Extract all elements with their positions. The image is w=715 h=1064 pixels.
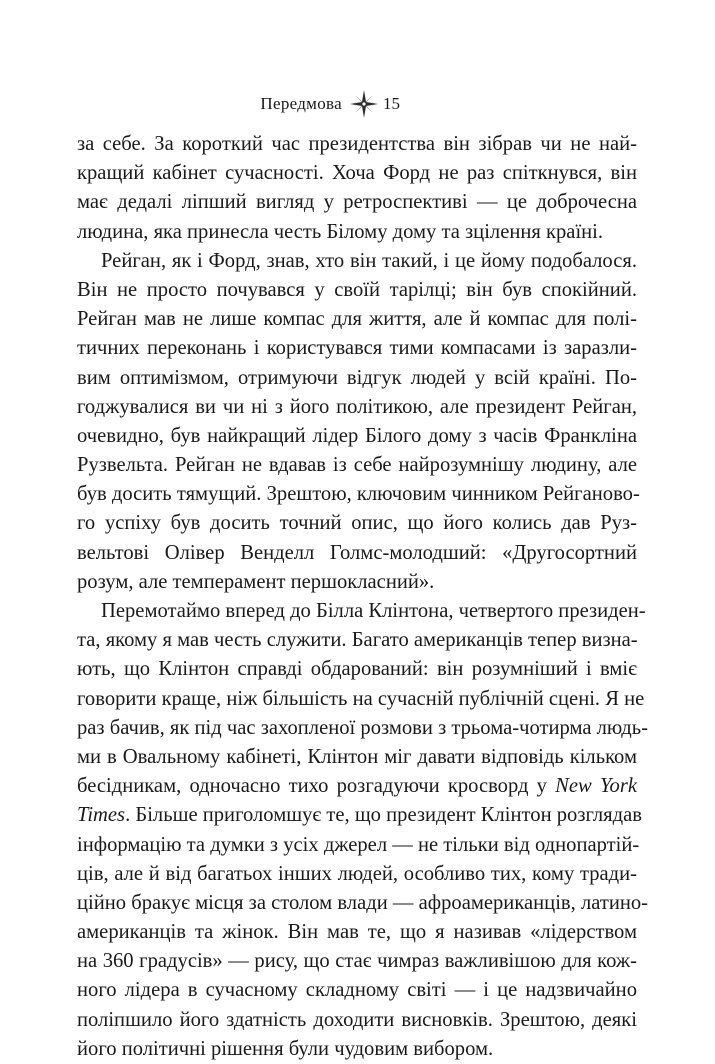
text-line: тичних переконань і користувався тими компасами із заразли- <box>77 337 637 360</box>
text-line: го успіху був досить точний опис, що його колись дав Руз- <box>77 512 637 535</box>
text-line: був досить тямущий. Зрештою, ключовим чинником Рейганово- <box>77 483 640 506</box>
text-line: раз бачив, як під час захопленої розмови з трьома-чотирма людь- <box>77 716 648 739</box>
text-line: ного лідера в сучасному складному світі — і це надзвичайно <box>77 979 637 1002</box>
compass-star-icon <box>350 90 378 118</box>
text-line: має дедалі ліпший вигляд у ретроспективі — це доброчесна <box>77 191 637 214</box>
body-text <box>77 130 649 1064</box>
text-line: Рейган мав не лише компас для життя, але й компас для полі- <box>77 308 637 331</box>
text-line: розум, але темперамент першокласний». <box>77 570 435 593</box>
italic-title: New York <box>555 775 637 798</box>
text-line: ційно бракує місця за столом влади — афроамериканців, латино- <box>77 891 649 914</box>
text-line: на 360 градусів» — рису, що стає чимраз важливішою для кож- <box>77 950 637 973</box>
text-line: ють, що Клінтон справді обдарований: він розумніший і вміє <box>77 658 637 681</box>
italic-title: Times <box>77 804 126 827</box>
text-line: очевидно, був найкращий лідер Білого дому з часів Франкліна <box>77 424 637 447</box>
text-line: бесідникам, одночасно тихо розгадуючи кросворд у New York <box>77 775 637 798</box>
text-line: людина, яка принесла честь Білому дому та зцілення країні. <box>77 220 604 243</box>
text-line: американців та жінок. Він мав те, що я називав «лідерством <box>77 921 637 944</box>
text-line: інформацію та думки з усіх джерел — не тільки від однопартій- <box>77 833 640 856</box>
text-line: поліпшило його здатність доходити висновків. Зрештою, деякі <box>77 1008 637 1031</box>
text-line: за себе. За короткий час президентства він зібрав чи не най- <box>77 133 637 155</box>
text-line: його політичні рішення були чудовим вибором. <box>77 1037 494 1060</box>
text-line: говорити краще, ніж більшість на сучасній публічній сцені. Я не <box>77 687 645 710</box>
text-line: Times. Більше приголомшує те, що президент Клінтон розглядав <box>77 804 642 827</box>
text-line: ців, але й від багатьох інших людей, особливо тих, кому тради- <box>77 862 637 885</box>
text-line: годжувалися ви чи ні з його політикою, але президент Рейган, <box>77 395 637 418</box>
text-line: вим оптимізмом, отримуючи відгук людей у всій країні. По- <box>77 366 637 389</box>
text-line: Перемотаймо вперед до Білла Клінтона, четвертого президен- <box>101 600 646 622</box>
text-line: Рузвельта. Рейган не вдавав із себе найрозумнішу людину, але <box>77 454 637 477</box>
running-head-title: Передмова <box>260 94 342 113</box>
page-number: 15 <box>383 94 400 113</box>
text-line: вельтові Олівер Венделл Голмс-молодший: «Другосортний <box>77 541 637 564</box>
text-line: та, якому я мав честь служити. Багато американців тепер визна- <box>77 629 638 652</box>
text-line: ми в Овальному кабінеті, Клінтон міг давати відповідь кільком <box>77 745 637 768</box>
text-line: кращий кабінет сучасності. Хоча Форд не раз спіткнувся, він <box>77 162 637 185</box>
text-line: Рейган, як і Форд, знав, хто він такий, і це йому подобалося. <box>101 249 637 272</box>
running-head <box>0 90 715 120</box>
text-line: Він не просто почувався у своїй тарілці; він був спокійний. <box>77 278 637 301</box>
